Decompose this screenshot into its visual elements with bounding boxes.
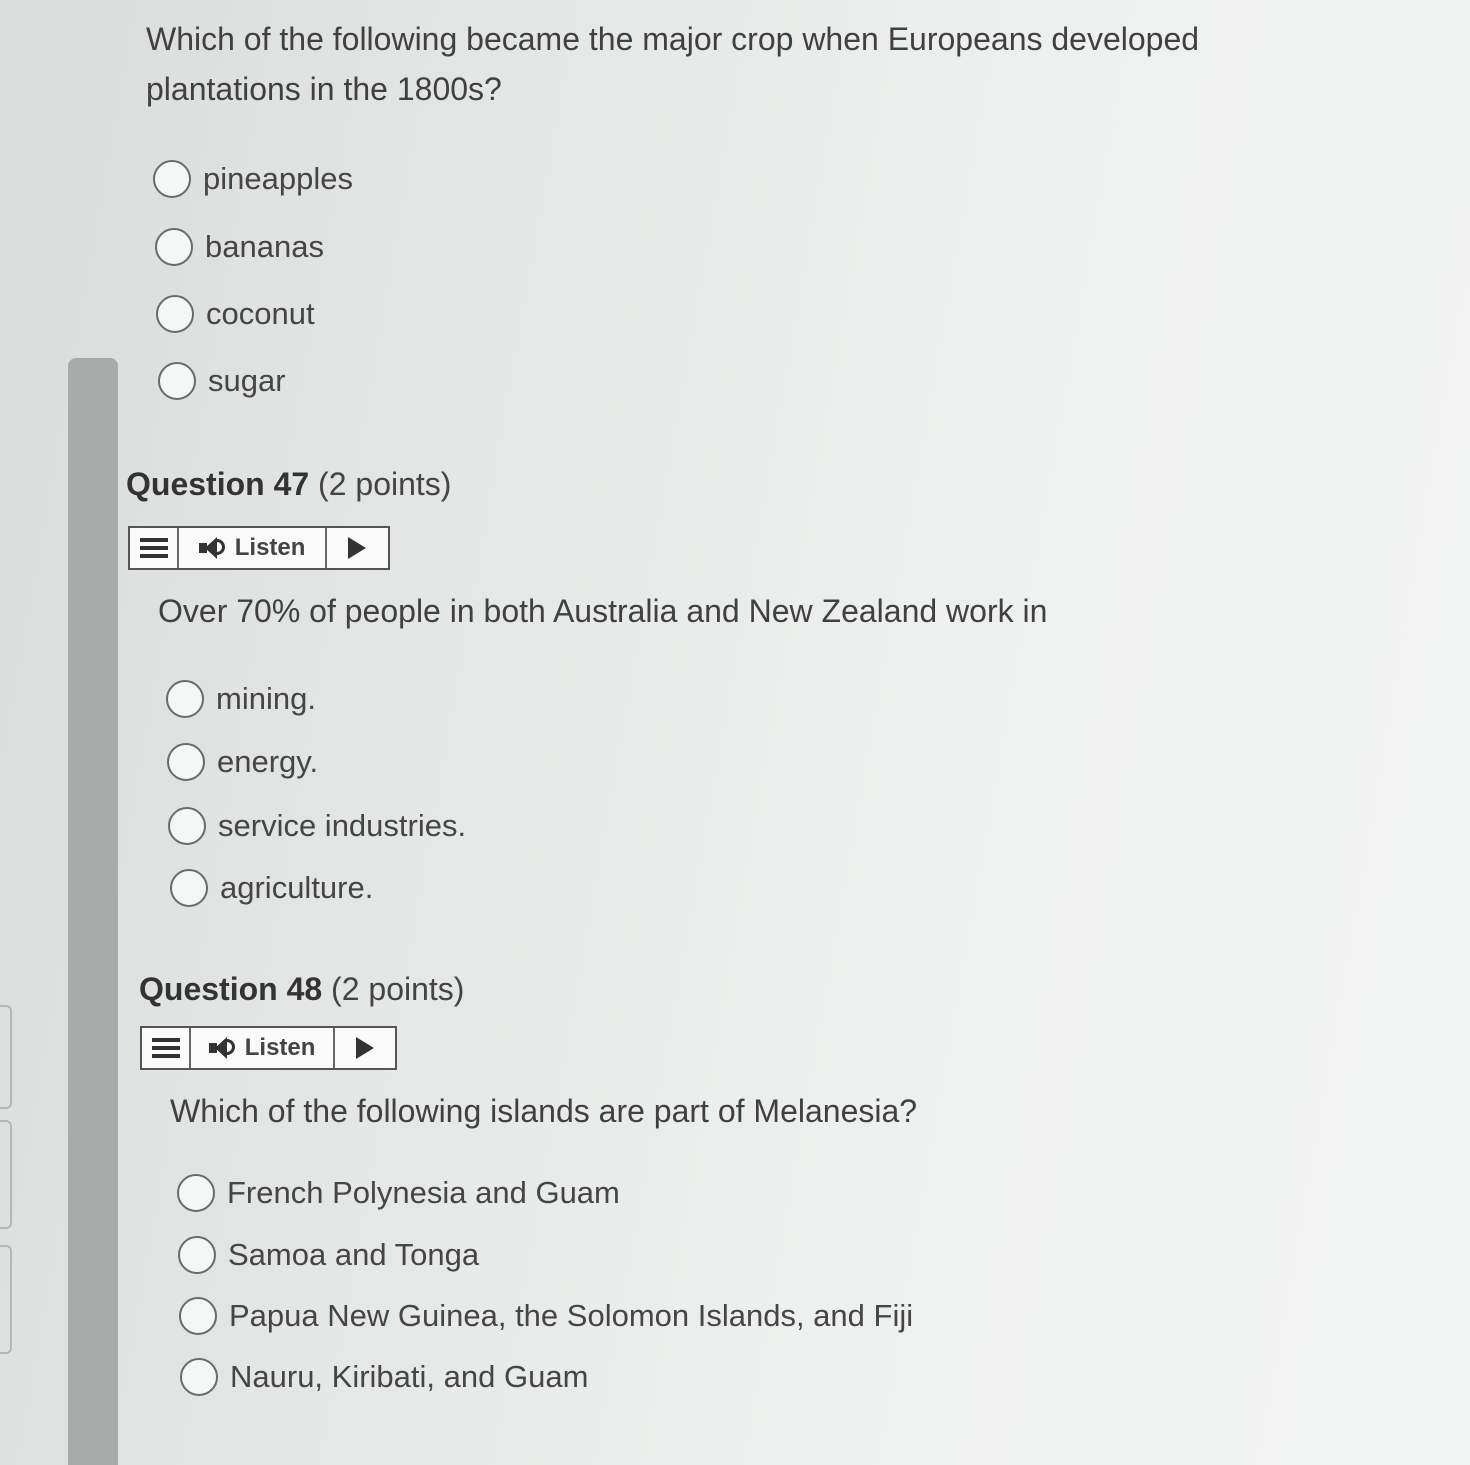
q47-option-3[interactable] <box>168 807 466 845</box>
radio-button[interactable] <box>155 228 193 266</box>
q48-option-3[interactable] <box>179 1297 913 1335</box>
play-button[interactable] <box>327 528 388 568</box>
q48-option-1[interactable] <box>177 1174 620 1212</box>
question-points: (2 points) <box>318 466 452 502</box>
option-label: sugar <box>208 363 286 398</box>
question-46-text: Which of the following became the major crop when Europeans developed plantations in the 1800s? <box>146 21 1200 107</box>
question-47-heading <box>126 466 451 503</box>
q47-option-4[interactable] <box>170 869 373 907</box>
option-label: Samoa and Tonga <box>228 1237 480 1272</box>
play-icon <box>348 537 366 559</box>
listen-label: Listen <box>244 1034 316 1061</box>
question-title: Question 48 <box>139 971 323 1007</box>
q48-option-4[interactable] <box>180 1358 588 1396</box>
play-button[interactable] <box>335 1028 395 1068</box>
q46-option-1[interactable] <box>153 160 353 198</box>
scroll-sidebar-bar <box>68 358 118 1465</box>
radio-button[interactable] <box>180 1358 218 1396</box>
radio-button[interactable] <box>153 160 191 198</box>
radio-button[interactable] <box>170 869 208 907</box>
q46-option-3[interactable] <box>156 295 315 333</box>
option-label: bananas <box>205 229 324 264</box>
option-label: pineapples <box>203 161 353 196</box>
q47-option-1[interactable] <box>166 680 316 718</box>
left-edge-frame <box>0 1005 12 1109</box>
speaker-icon <box>209 1035 239 1061</box>
q46-option-4[interactable] <box>158 362 286 400</box>
radio-button[interactable] <box>167 743 205 781</box>
menu-icon <box>140 538 168 558</box>
listen-toolbar <box>128 526 390 570</box>
q46-option-2[interactable] <box>155 228 324 266</box>
left-edge-frame <box>0 1120 12 1229</box>
question-47-text: Over 70% of people in both Australia and New Zealand work in <box>158 593 1048 629</box>
listen-label: Listen <box>234 534 306 561</box>
listen-button[interactable] <box>191 1028 335 1068</box>
listen-button[interactable] <box>179 528 327 568</box>
option-label: Papua New Guinea, the Solomon Islands, and Fiji <box>229 1298 914 1333</box>
q47-option-2[interactable] <box>167 743 318 781</box>
play-icon <box>356 1037 374 1059</box>
radio-button[interactable] <box>158 362 196 400</box>
radio-button[interactable] <box>177 1174 215 1212</box>
left-edge-frame <box>0 1245 12 1354</box>
option-label: Nauru, Kiribati, and Guam <box>230 1359 589 1394</box>
option-label: French Polynesia and Guam <box>227 1175 620 1210</box>
menu-icon <box>152 1038 180 1058</box>
radio-button[interactable] <box>168 807 206 845</box>
question-48-heading <box>139 971 464 1008</box>
option-label: agriculture. <box>220 870 374 905</box>
option-label: energy. <box>217 744 319 779</box>
question-48-text: Which of the following islands are part of Melanesia? <box>170 1093 918 1129</box>
option-label: coconut <box>206 296 315 331</box>
question-points: (2 points) <box>331 971 465 1007</box>
option-label: service industries. <box>218 808 467 843</box>
menu-button[interactable] <box>130 528 179 568</box>
speaker-icon <box>199 535 229 561</box>
option-label: mining. <box>216 681 316 716</box>
radio-button[interactable] <box>166 680 204 718</box>
menu-button[interactable] <box>142 1028 191 1068</box>
radio-button[interactable] <box>179 1297 217 1335</box>
listen-toolbar <box>140 1026 397 1070</box>
radio-button[interactable] <box>156 295 194 333</box>
radio-button[interactable] <box>178 1236 216 1274</box>
q48-option-2[interactable] <box>178 1236 479 1274</box>
question-title: Question 47 <box>126 466 310 502</box>
